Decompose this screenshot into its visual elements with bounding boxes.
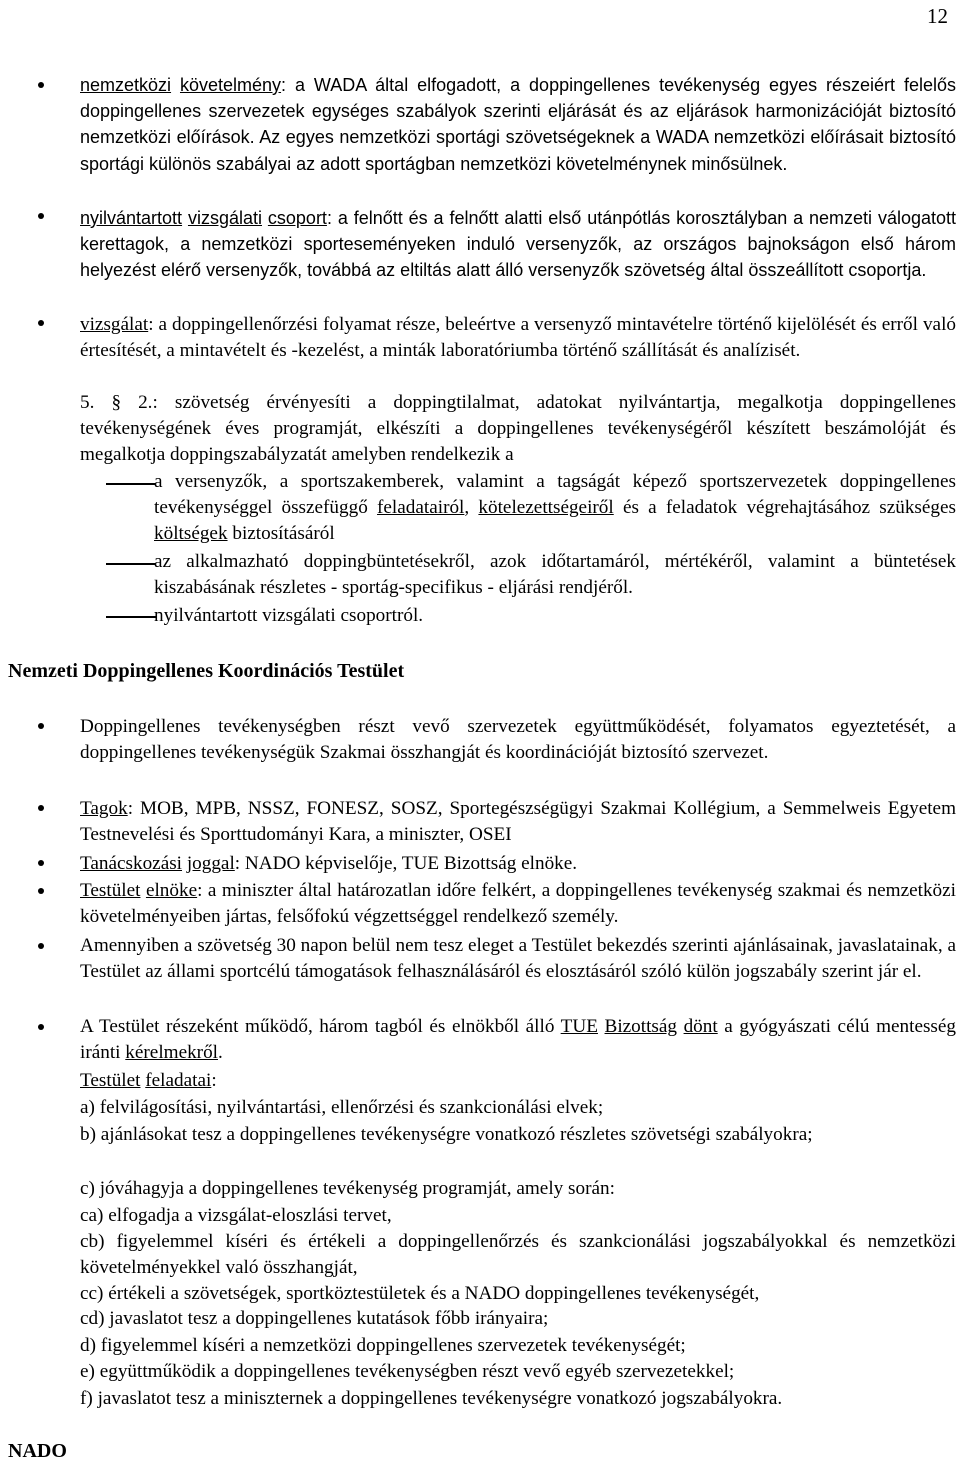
list-item: ca) elfogadja a vizsgálat-eloszlási tervet, bbox=[80, 1205, 392, 1226]
nado-heading: NADO bbox=[8, 1440, 67, 1462]
bullet-icon bbox=[38, 888, 44, 894]
list-item: cd) javaslatot tesz a doppingellenes kutatások főbb irányaira; bbox=[80, 1308, 549, 1329]
dash-icon bbox=[106, 616, 156, 618]
definition-vizsgalat: vizsgálat: a doppingellenőrzési folyamat része, beleértve a versenyző mintavételre történő kijelölését és erről való értesítését, a mintavételt és -kezelést, a minták laboratóriumba történő szállítását és analízisét. bbox=[80, 314, 956, 362]
list-item: d) figyelemmel kíséri a nemzetközi doppingellenes szervezetek tevékenységét; bbox=[80, 1335, 686, 1356]
dash-item-3: nyilvántartott vizsgálati csoportról. bbox=[154, 605, 424, 626]
bullet-icon bbox=[38, 943, 44, 949]
tanacskozasi-joggal: Tanácskozási joggal: NADO képviselője, TUE Bizottság elnöke. bbox=[80, 853, 578, 874]
bullet-icon bbox=[38, 805, 44, 811]
list-item: a) felvilágosítási, nyilvántartási, ellenőrzési és szankcionálási elvek; bbox=[80, 1097, 604, 1118]
feladatai-label: Testület feladatai: bbox=[80, 1070, 217, 1091]
page-number: 12 bbox=[927, 4, 948, 28]
list-item: cb) figyelemmel kíséri és értékeli a doppingellenőrzés és szankcionálási jogszabályokkal és nemzetközi követelményekkel való összhangját, bbox=[80, 1231, 956, 1279]
bullet-icon bbox=[38, 1024, 44, 1030]
list-item: b) ajánlásokat tesz a doppingellenes tevékenységre vonatkozó részletes szövetségi szabályokra; bbox=[80, 1124, 813, 1145]
testulet-tagok: Tagok: MOB, MPB, NSSZ, FONESZ, SOSZ, Sportegészségügyi Szakmai Kollégium, a Semmelweis Egyetem Testnevelési és Sporttudományi Kara, a miniszter, OSEI bbox=[80, 798, 956, 846]
dash-icon bbox=[106, 563, 156, 565]
list-item: cc) értékeli a szövetségek, sportköztestületek és a NADO doppingellenes tevékenységét, bbox=[80, 1283, 760, 1304]
list-item: e) együttműködik a doppingellenes tevékenységben részt vevő egyéb szervezetekkel; bbox=[80, 1361, 735, 1382]
tue-bizottsag: A Testület részeként működő, három tagból és elnökből álló TUE Bizottság dönt a gyógyászati célú mentesség iránti kérelmekről. bbox=[80, 1016, 956, 1064]
dash-item-1: a versenyzők, a sportszakemberek, valamint a tagságát képező sportszervezetek doppingellenes tevékenységgel összefüggő feladatairól, kötelezettségeiről és a feladatok végrehajtásához szükséges költségek biztosításáról bbox=[154, 471, 956, 545]
testulet-amennyiben: Amennyiben a szövetség 30 napon belül nem tesz eleget a Testület bekezdés szerinti ajánlásainak, javaslatainak, a Testület az állami sportcélú támogatások felhasználásáról és elosztásáról szóló külön jogszabály szerint jár el. bbox=[80, 935, 956, 983]
definition-nemzetkozi-kovetelmeny: nemzetközi követelmény: a WADA által elfogadott, a doppingellenes tevékenység egyes részeiért felelős doppingellenes szervezetek egységes szabályok szerinti eljárását és az eljárások harmonizációját biztosító nemzetközi előírások. Az egyes nemzetközi sportági szövetségeknek a WADA nemzetközi előírásait biztosító sportági különös szabályai az adott sportágban nemzetközi követelménynek minősülnek. bbox=[80, 75, 956, 174]
testulet-elnoke: Testület elnöke: a miniszter által határozatlan időre felkért, a doppingellenes tevékenység szakmai és nemzetközi követelményeiben jártas, felsőfokú végzettséggel rendelkező személy. bbox=[80, 880, 956, 928]
bullet-icon bbox=[38, 723, 44, 729]
list-item: c) jóváhagyja a doppingellenes tevékenység programját, amely során: bbox=[80, 1178, 615, 1199]
paragraph-5-2: 5. § 2.: szövetség érvényesíti a doppingtilalmat, adatokat nyilvántartja, megalkotja doppingellenes tevékenységének éves programját, elkészíti a doppingellenes tevékenységéről készített beszámolóját és megalkotja doppingszabályzatát amelyben rendelkezik a bbox=[80, 392, 956, 466]
bullet-icon bbox=[38, 213, 44, 219]
bullet-icon bbox=[38, 320, 44, 326]
dash-icon bbox=[106, 483, 156, 485]
bullet-icon bbox=[38, 860, 44, 866]
definition-nyilvantartott-csoport: nyilvántartott vizsgálati csoport: a felnőtt és a felnőtt alatti első utánpótlás korosztályban a nemzeti válogatott kerettagok, a nemzetközi sporteseményeken induló versenyzők, az országos bajnokságon első három helyezést elérő versenyzők, továbbá az eltiltás alatt álló versenyzők szövetség által összeállított csoportja. bbox=[80, 208, 956, 281]
dash-item-2: az alkalmazható doppingbüntetésekről, azok időtartamáról, mértékéről, valamint a büntetések kiszabásának részletes - sportág-specifikus - eljárási rendjéről. bbox=[154, 551, 956, 599]
list-item: f) javaslatot tesz a miniszternek a doppingellenes tevékenységre vonatkozó jogszabályokra. bbox=[80, 1388, 783, 1409]
section-heading: Nemzeti Doppingellenes Koordinációs Testület bbox=[8, 660, 405, 682]
bullet-icon bbox=[38, 82, 44, 88]
testulet-description: Doppingellenes tevékenységben részt vevő szervezetek együttműködését, folyamatos egyeztetését, a doppingellenes tevékenységük Szakmai összhangját és koordinációját biztosító szervezet. bbox=[80, 716, 956, 764]
